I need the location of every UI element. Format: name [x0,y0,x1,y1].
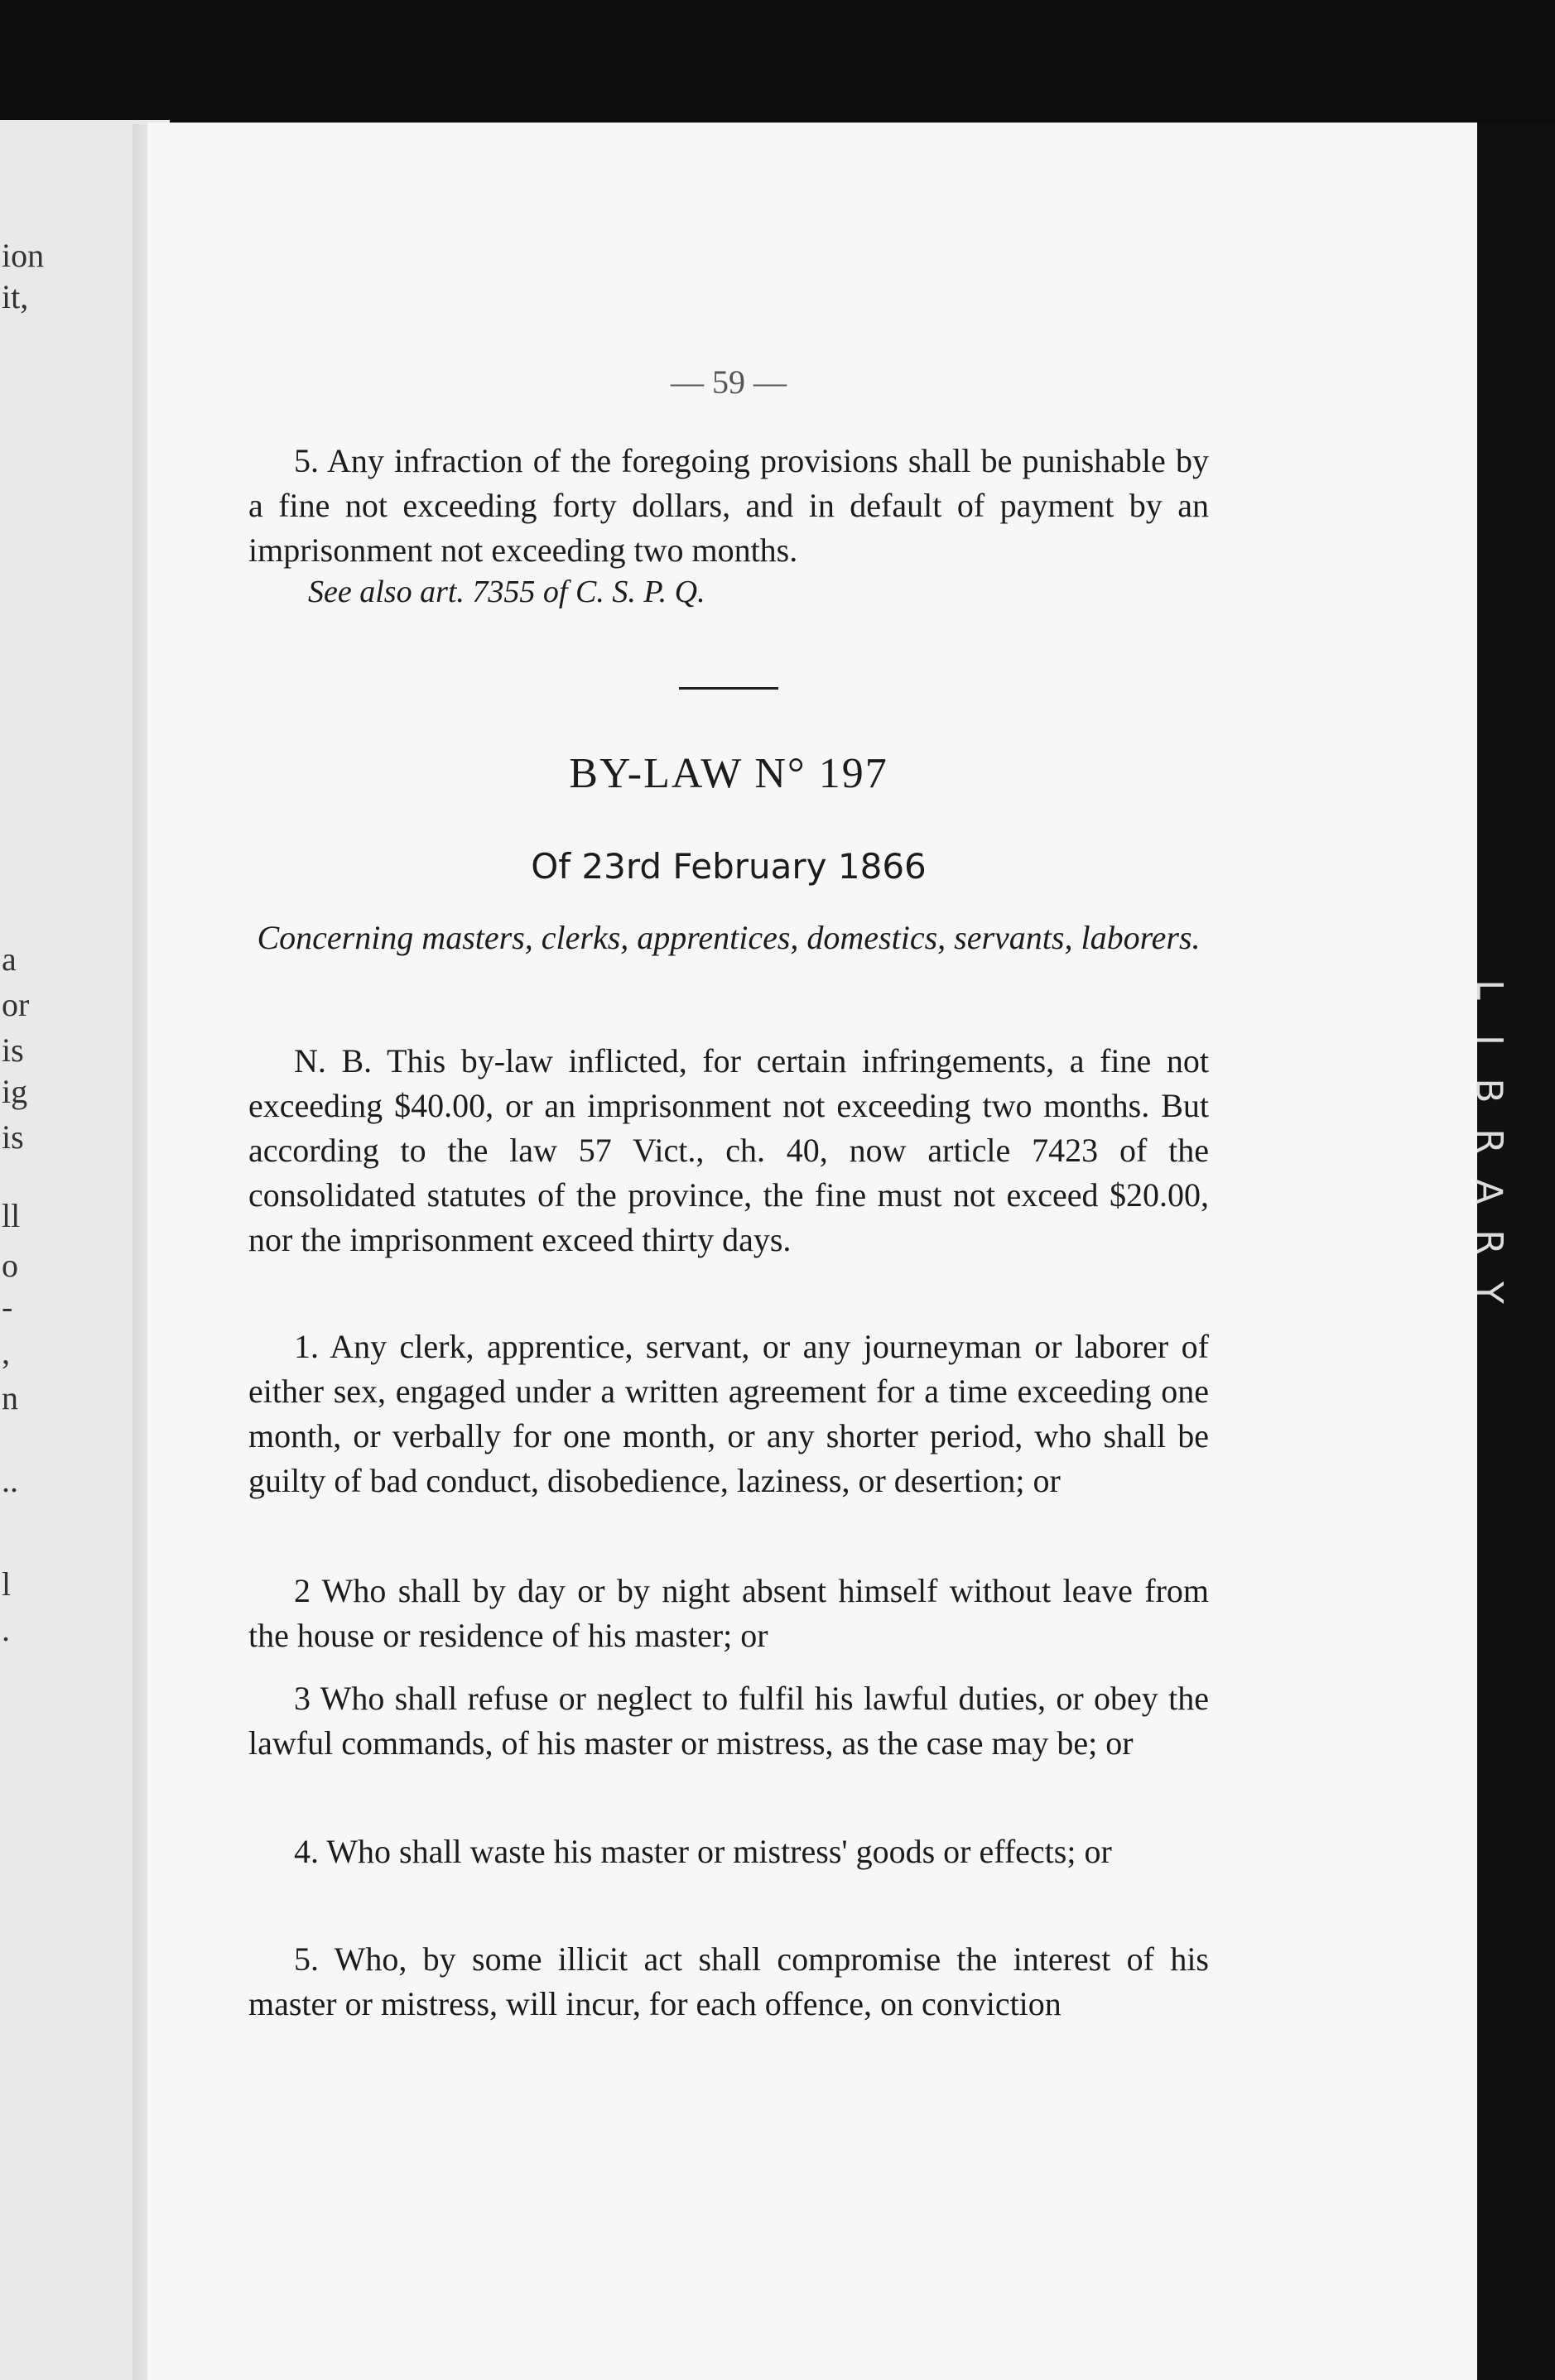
nota-bene-paragraph: N. B. This by-law inflicted, for certain infringements, a fine not exceeding $40.00, or an imprisonment not exceeding two months. But according to the law 57 Vict., ch. 40, now article 7423 of the consolidated statutes of the province, the fine must not exceed $20.00, nor the imprisonment exceed thirty days. [248,1042,1209,1258]
bylaw-title: BY-LAW N° 197 [569,750,888,797]
left-page-fragment: is [2,1031,24,1069]
stamp-letter: L [1467,979,1510,1000]
left-page-fragment: n [2,1379,18,1416]
left-page-fragment: , [2,1334,10,1371]
article-5: 5. Who, by some illicit act shall compromise the interest of his master or mistress, will incur, for each offence, on conviction [248,1940,1209,2022]
section-divider [679,687,778,690]
stamp-letter: I [1467,1035,1510,1046]
left-page-fragment: a [2,940,17,978]
article-1: 1. Any clerk, apprentice, servant, or any journeyman or laborer of either sex, engaged under a written agreement for a time exceeding one month, or verbally for one month, or any shorter period, who shall be guilty of bad conduct, disobedience, laziness, or desertion; or [248,1328,1209,1499]
left-page-fragment: - [2,1288,13,1325]
left-page-fragment: . [2,1611,10,1648]
bylaw-subject: Concerning masters, clerks, apprentices, domestics, servants, laborers. [257,919,1201,956]
left-page-fragment: ll [2,1197,21,1234]
bylaw-date: Of 23rd February 1866 [531,846,927,887]
stamp-letter: Y [1467,1281,1510,1304]
page-number: — 59 — [671,363,787,401]
left-page-fragment: ion [2,237,45,274]
section-5-text: 5. Any infraction of the foregoing provisions shall be punishable by a fine not exceeding forty dollars, and in default of payment by an imprisonment not exceeding two months. [248,442,1209,569]
stamp-letter: R [1467,1229,1510,1255]
left-page-fragment: l [2,1565,12,1603]
article-2: 2 Who shall by day or by night absent himself without leave from the house or residence of his master; or [248,1572,1209,1654]
left-page-fragment: or [2,986,30,1023]
left-page-fragment: ig [2,1073,28,1110]
article-3: 3 Who shall refuse or neglect to fulfil his lawful duties, or obey the lawful commands, of his master or mistress, as the case may be; or [248,1680,1209,1762]
left-page-fragment: o [2,1247,18,1284]
stamp-letter: R [1467,1128,1510,1154]
left-page-fragment: is [2,1118,24,1156]
stamp-letter: A [1467,1179,1510,1204]
left-page-fragment: .. [2,1462,18,1499]
stamp-letter: B [1467,1078,1510,1103]
left-page-fragment: it, [2,278,29,315]
library-stamp [1467,969,1510,1314]
article-4: 4. Who shall waste his master or mistress' goods or effects; or [294,1833,1112,1870]
see-also-reference: See also art. 7355 of C. S. P. Q. [308,575,705,609]
